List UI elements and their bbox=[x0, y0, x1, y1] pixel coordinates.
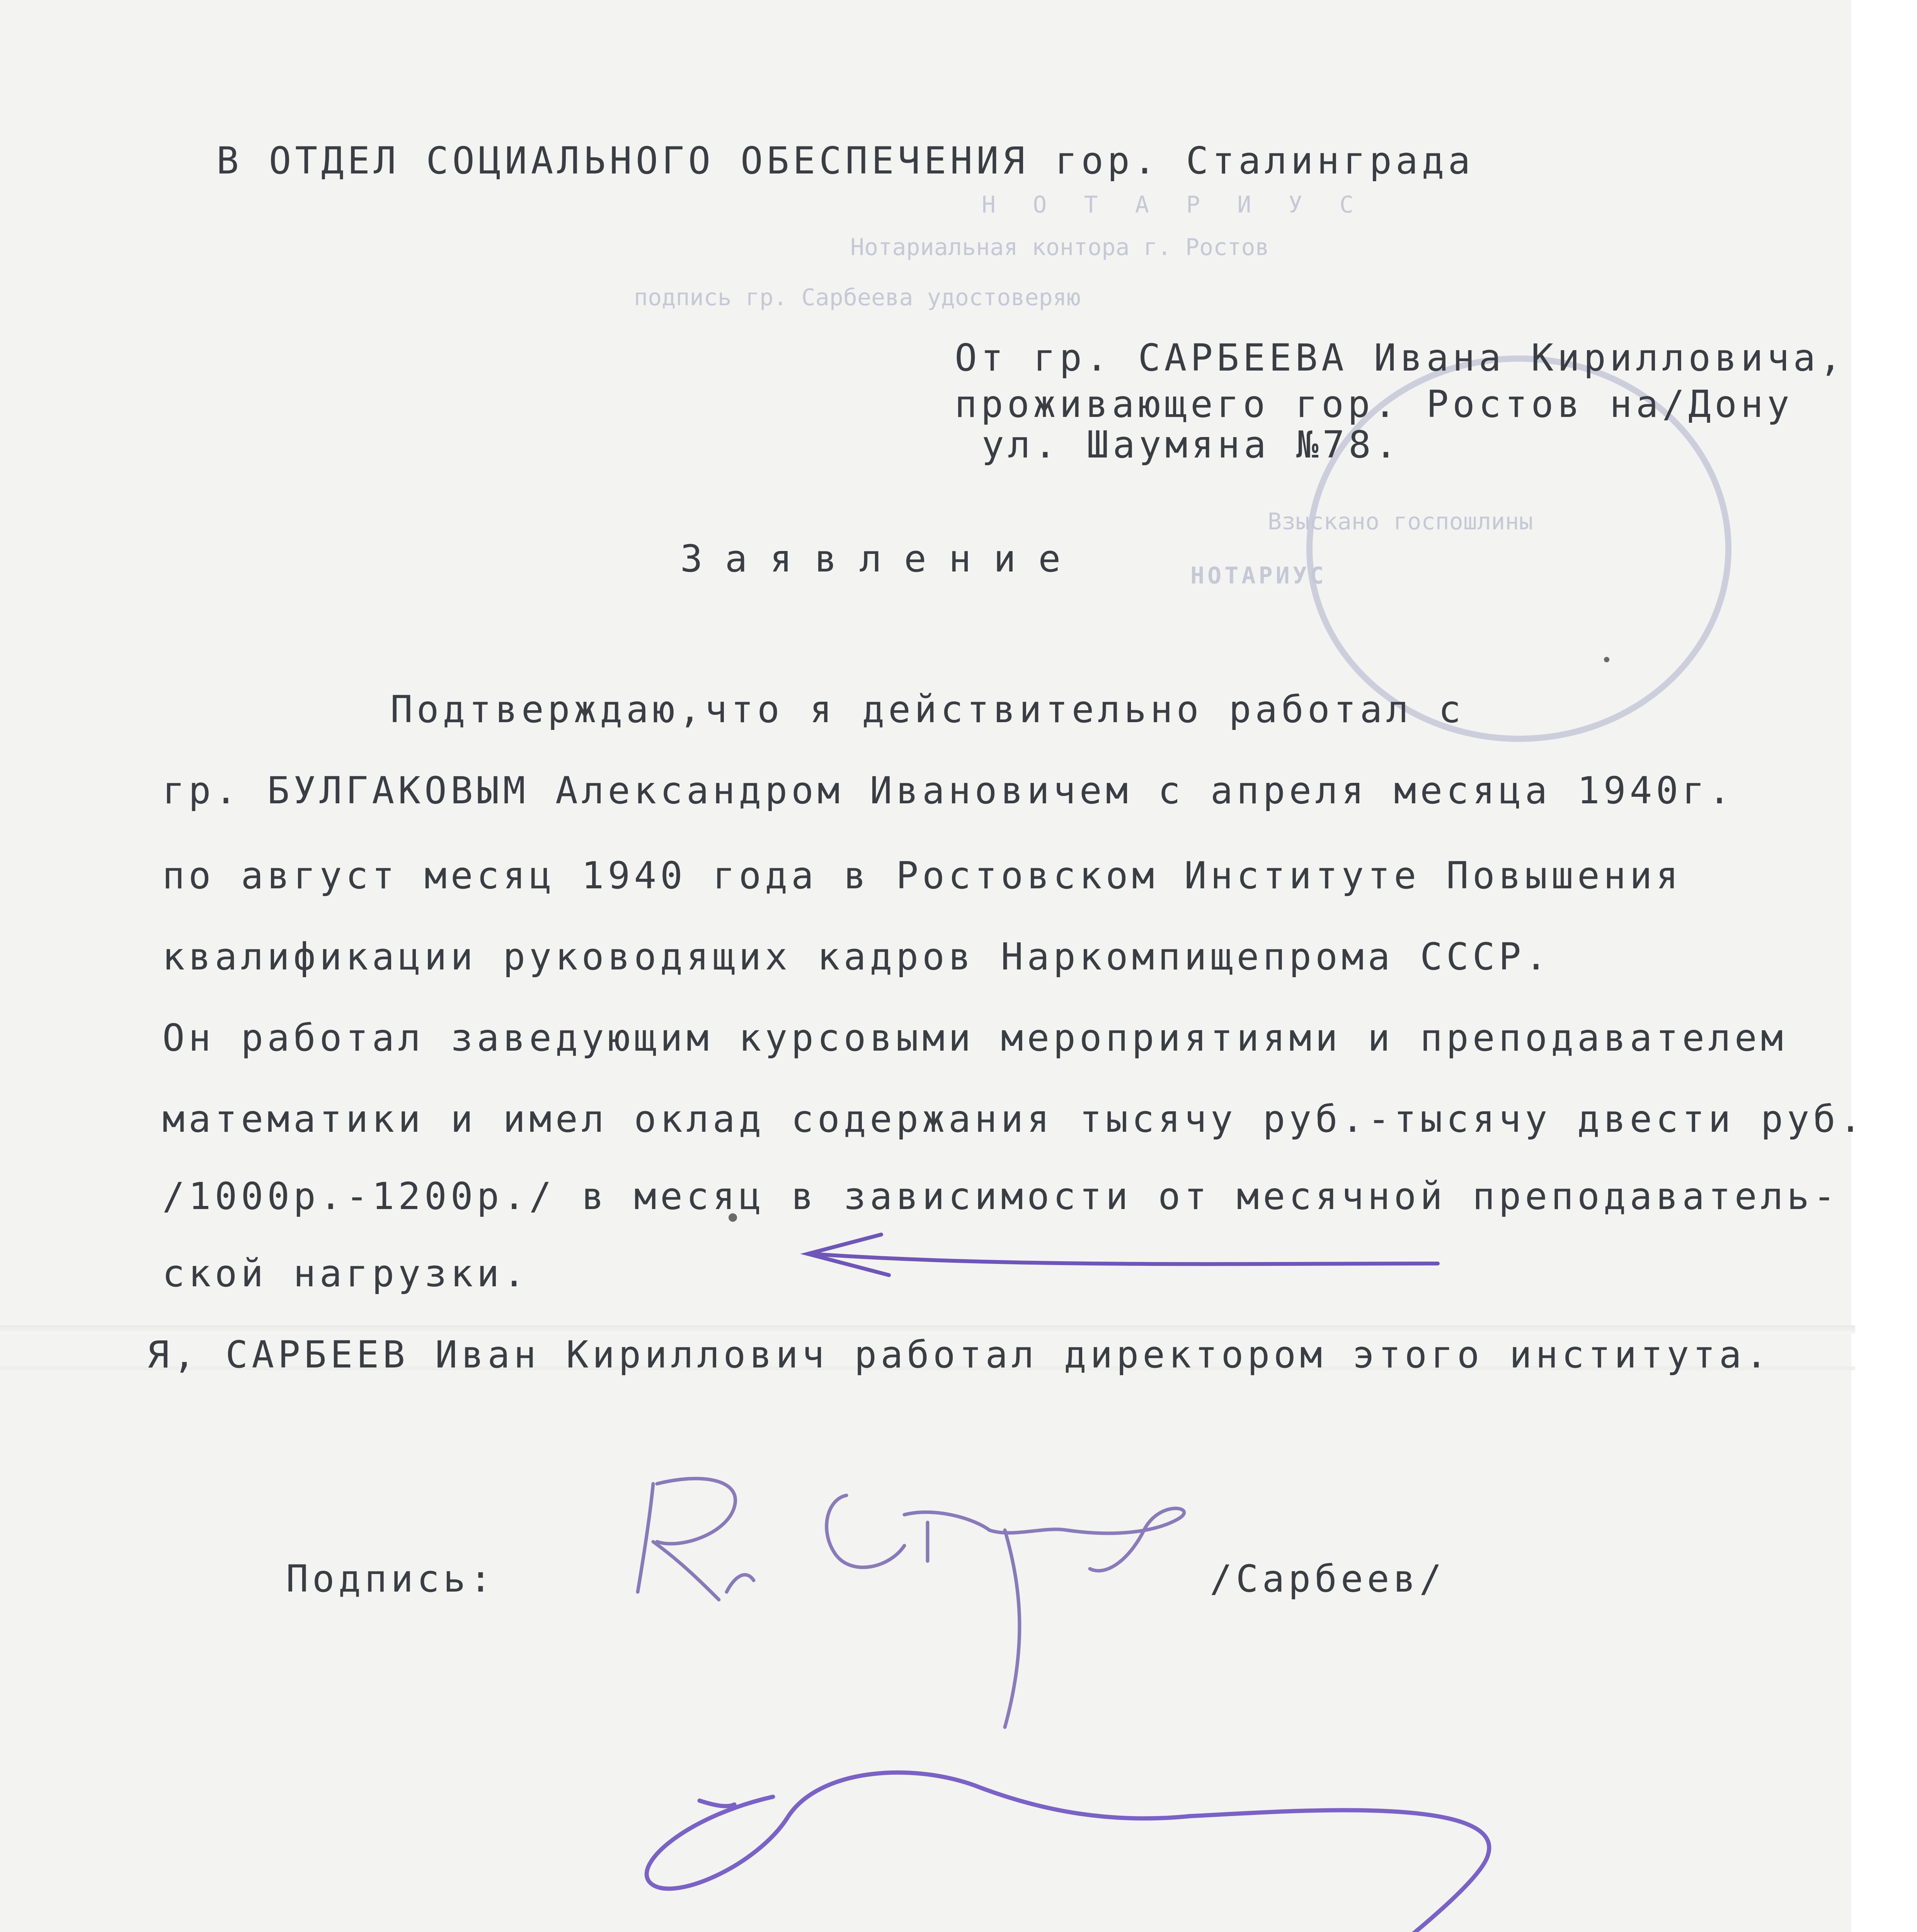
sender-line-2: проживающего гор. Ростов на/Дону bbox=[955, 383, 1793, 426]
stamp-line: Взыскано госпошлины bbox=[1268, 508, 1533, 535]
stamp-line: НОТАРИУС bbox=[1190, 562, 1327, 589]
body-line: по август месяц 1940 года в Ростовском Институте Повышения bbox=[162, 854, 1682, 897]
body-line: гр. БУЛГАКОВЫМ Александром Ивановичем с апреля месяца 1940г. bbox=[162, 769, 1735, 812]
stamp-line: Н О Т А Р И У С bbox=[982, 191, 1365, 218]
body-line: квалификации руководящих кадров Наркомпищепрома СССР. bbox=[162, 935, 1551, 978]
body-line: Подтверждаю,что я действительно работал с bbox=[390, 688, 1465, 731]
handwritten-signature bbox=[638, 1479, 1184, 1728]
body-line: Он работал заведующим курсовыми мероприятиями и преподавателем bbox=[162, 1016, 1787, 1060]
body-line: Я, САРБЕЕВ Иван Кириллович работал директором этого института. bbox=[147, 1333, 1772, 1376]
stamp-line: Нотариальная контора г. Ростов bbox=[850, 234, 1269, 261]
body-line: /1000р.-1200р./ в месяц в зависимости от месячной преподаватель- bbox=[162, 1175, 1839, 1218]
ink-arrow bbox=[812, 1254, 1438, 1264]
body-line: математики и имел оклад содержания тысячу руб.-тысячу двести руб. bbox=[162, 1097, 1866, 1141]
document-title: Заявление bbox=[680, 537, 1083, 580]
signature-label: Подпись: bbox=[286, 1557, 496, 1600]
body-line: ской нагрузки. bbox=[162, 1252, 529, 1295]
addressee-line: В ОТДЕЛ СОЦИАЛЬНОГО ОБЕСПЕЧЕНИЯ гор. Сталинграда bbox=[216, 139, 1474, 182]
sender-line-3: ул. Шаумяна №78. bbox=[982, 423, 1401, 466]
stamp-line: подпись гр. Сарбеева удостоверяю bbox=[634, 284, 1081, 311]
signature-name: /Сарбеев/ bbox=[1210, 1557, 1446, 1600]
sender-line-1: От гр. САРБЕЕВА Ивана Кирилловича, bbox=[955, 336, 1846, 379]
violet-check-mark bbox=[484, 1772, 1489, 1932]
